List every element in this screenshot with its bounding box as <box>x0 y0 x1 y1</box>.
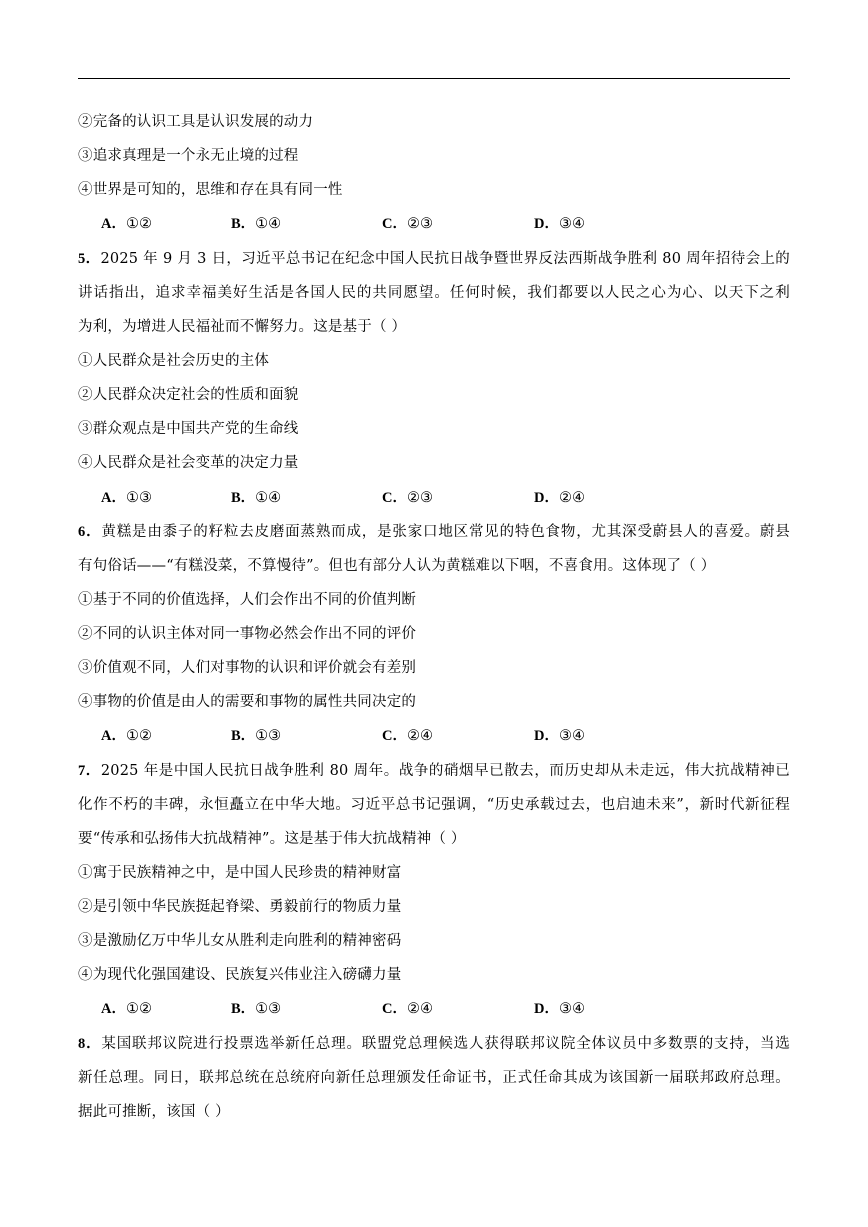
q6-option-c[interactable]: C．②④ <box>382 728 433 744</box>
q6-statement-3: ③价值观不同，人们对事物的认识和评价就会有差别 <box>78 660 417 676</box>
q7-stem-line-2: 化作不朽的丰碑，永恒矗立在中华大地。习近平总书记强调，“历史承载过去，也启迪未来”，新时代新征程 <box>78 797 790 813</box>
q6-option-b[interactable]: B．①③ <box>231 728 282 744</box>
q5-options <box>101 488 701 508</box>
q6-number: 6． <box>78 524 102 540</box>
q5-option-d[interactable]: D．②④ <box>534 490 585 506</box>
q5-stem-line-1: 5．2025 年 9 月 3 日，习近平总书记在纪念中国人民抗日战争暨世界反法西斯战争胜利 80 周年招待会上的 <box>78 251 790 267</box>
q5-statement-4: ④人民群众是社会变革的决定力量 <box>78 455 299 471</box>
q6-option-d[interactable]: D．③④ <box>534 728 585 744</box>
q5-option-c[interactable]: C．②③ <box>382 490 433 506</box>
q5-option-b[interactable]: B．①④ <box>231 490 282 506</box>
q7-option-d[interactable]: D．③④ <box>534 1001 585 1017</box>
q6-statement-4: ④事物的价值是由人的需要和事物的属性共同决定的 <box>78 694 417 710</box>
q8-stem-line-2: 新任总理。同日，联邦总统在总统府向新任总理颁发任命证书，正式任命其成为该国新一届联邦政府总理。 <box>78 1070 790 1086</box>
q7-statement-4: ④为现代化强国建设、民族复兴伟业注入磅礴力量 <box>78 967 402 983</box>
q7-statement-1: ①寓于民族精神之中，是中国人民珍贵的精神财富 <box>78 865 402 881</box>
q5-option-a[interactable]: A．①③ <box>101 490 152 506</box>
q6-statement-1: ①基于不同的价值选择，人们会作出不同的价值判断 <box>78 592 417 608</box>
q7-statement-3: ③是激励亿万中华儿女从胜利走向胜利的精神密码 <box>78 933 402 949</box>
q7-option-b[interactable]: B．①③ <box>231 1001 282 1017</box>
q6-statement-2: ②不同的认识主体对同一事物必然会作出不同的评价 <box>78 626 417 642</box>
q7-stem-line-1: 7．2025 年是中国人民抗日战争胜利 80 周年。战争的硝烟早已散去，而历史却从未走远，伟大抗战精神已 <box>78 763 790 779</box>
q6-options <box>101 726 701 746</box>
q6-stem-line-1: 6．黄糕是由黍子的籽粒去皮磨面蒸熟而成，是张家口地区常见的特色食物，尤其深受蔚县人的喜爱。蔚县 <box>78 524 790 540</box>
q7-option-a[interactable]: A．①② <box>101 1001 152 1017</box>
q5-stem-line-3: 为利，为增进人民福祉而不懈努力。这是基于（ ） <box>78 319 407 335</box>
q6-option-a[interactable]: A．①② <box>101 728 152 744</box>
header-rule <box>78 78 790 79</box>
q4-option-a[interactable]: A．①② <box>101 216 152 232</box>
q5-statement-3: ③群众观点是中国共产党的生命线 <box>78 421 299 437</box>
q8-number: 8． <box>78 1036 102 1052</box>
q7-statement-2: ②是引领中华民族挺起脊梁、勇毅前行的物质力量 <box>78 899 402 915</box>
q5-stem-line-2: 讲话指出，追求幸福美好生活是各国人民的共同愿望。任何时候，我们都要以人民之心为心、以天下之利 <box>78 285 790 301</box>
q8-stem-line-1: 8．某国联邦议院进行投票选举新任总理。联盟党总理候选人获得联邦议院全体议员中多数票的支持，当选 <box>78 1036 790 1052</box>
q7-number: 7． <box>78 763 101 779</box>
q5-statement-2: ②人民群众决定社会的性质和面貌 <box>78 387 299 403</box>
q4-statement-4: ④世界是可知的，思维和存在具有同一性 <box>78 182 343 198</box>
q6-stem-line-2: 有句俗话——“有糕没菜，不算慢待”。但也有部分人认为黄糕难以下咽，不喜食用。这体现了（ ） <box>78 558 716 574</box>
q7-options <box>101 999 701 1019</box>
q4-option-d[interactable]: D．③④ <box>534 216 585 232</box>
q4-options <box>101 214 701 234</box>
q4-statement-2: ②完备的认识工具是认识发展的动力 <box>78 114 314 130</box>
q4-option-b[interactable]: B．①④ <box>231 216 282 232</box>
q5-statement-1: ①人民群众是社会历史的主体 <box>78 353 270 369</box>
q4-statement-3: ③追求真理是一个永无止境的过程 <box>78 148 299 164</box>
q8-stem-line-3: 据此可推断，该国（ ） <box>78 1104 230 1120</box>
q5-number: 5． <box>78 251 101 267</box>
q4-option-c[interactable]: C．②③ <box>382 216 433 232</box>
q7-stem-line-3: 要“传承和弘扬伟大抗战精神”。这是基于伟大抗战精神（ ） <box>78 831 466 847</box>
q7-option-c[interactable]: C．②④ <box>382 1001 433 1017</box>
